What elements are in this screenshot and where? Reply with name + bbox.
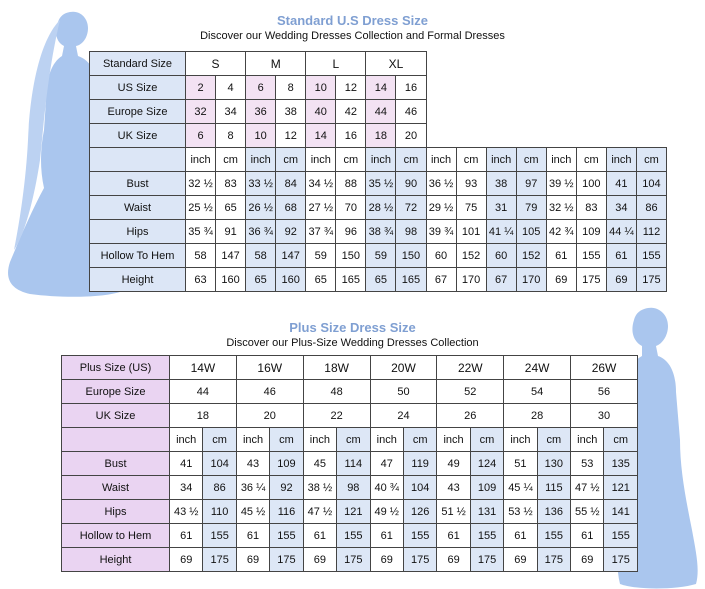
measurement-value: 38 ½ [303, 476, 336, 500]
measurement-value: 69 [504, 548, 537, 572]
measurement-row [90, 172, 667, 196]
unit-label: cm [396, 148, 426, 172]
measurement-value: 96 [336, 220, 366, 244]
row-label: Height [62, 548, 170, 572]
measurement-value: 31 [486, 196, 516, 220]
measurement-value: 43 [236, 452, 269, 476]
unit-label: inch [246, 148, 276, 172]
measurement-value: 150 [396, 244, 426, 268]
unit-label: inch [426, 148, 456, 172]
measurement-value: 53 [571, 452, 604, 476]
measurement-value: 160 [216, 268, 246, 292]
size-value: 48 [303, 380, 370, 404]
units-row [62, 428, 638, 452]
measurement-value: 58 [186, 244, 216, 268]
size-value: 16 [336, 124, 366, 148]
measurement-value: 60 [426, 244, 456, 268]
measurement-value: 69 [303, 548, 336, 572]
measurement-value: 135 [604, 452, 638, 476]
plus-title: Plus Size Dress Size [289, 320, 416, 335]
measurement-value: 112 [636, 220, 666, 244]
size-value: 12 [336, 76, 366, 100]
size-row [62, 380, 638, 404]
measurement-value: 136 [537, 500, 570, 524]
measurement-value: 155 [604, 524, 638, 548]
size-row [90, 76, 667, 100]
measurement-value: 126 [403, 500, 436, 524]
unit-label: inch [303, 428, 336, 452]
measurement-row [62, 500, 638, 524]
measurement-value: 61 [504, 524, 537, 548]
measurement-value: 86 [636, 196, 666, 220]
unit-label: cm [203, 428, 236, 452]
measurement-value: 65 [366, 268, 396, 292]
measurement-value: 27 ½ [306, 196, 336, 220]
measurement-value: 155 [337, 524, 370, 548]
measurement-value: 51 ½ [437, 500, 470, 524]
size-group-header: 18W [303, 356, 370, 380]
measurement-value: 72 [396, 196, 426, 220]
size-value: 18 [366, 124, 396, 148]
measurement-value: 32 ½ [186, 172, 216, 196]
measurement-value: 45 ¼ [504, 476, 537, 500]
size-value: 20 [236, 404, 303, 428]
measurement-value: 116 [270, 500, 303, 524]
measurement-value: 61 [437, 524, 470, 548]
unit-label: inch [571, 428, 604, 452]
size-value: 38 [276, 100, 306, 124]
measurement-value: 105 [516, 220, 546, 244]
measurement-row [90, 244, 667, 268]
unit-label: inch [170, 428, 203, 452]
measurement-value: 88 [336, 172, 366, 196]
size-group-header: 20W [370, 356, 437, 380]
measurement-value: 43 ½ [170, 500, 203, 524]
measurement-value: 152 [456, 244, 486, 268]
size-value: 46 [236, 380, 303, 404]
size-value: 40 [306, 100, 336, 124]
measurement-value: 61 [236, 524, 269, 548]
measurement-value: 155 [270, 524, 303, 548]
size-value: 14 [306, 124, 336, 148]
unit-label: cm [403, 428, 436, 452]
measurement-value: 101 [456, 220, 486, 244]
measurement-value: 100 [576, 172, 606, 196]
measurement-value: 131 [470, 500, 503, 524]
measurement-row [62, 524, 638, 548]
measurement-value: 65 [246, 268, 276, 292]
unit-label: inch [236, 428, 269, 452]
plus-size-table [61, 355, 638, 572]
unit-label: inch [437, 428, 470, 452]
measurement-value: 34 ½ [306, 172, 336, 196]
measurement-value: 114 [337, 452, 370, 476]
size-value: 28 [504, 404, 571, 428]
size-value: 18 [170, 404, 237, 428]
measurement-value: 36 ¼ [236, 476, 269, 500]
measurement-value: 152 [516, 244, 546, 268]
measurement-value: 60 [486, 244, 516, 268]
row-label: US Size [90, 76, 186, 100]
size-value: 14 [366, 76, 396, 100]
measurement-value: 121 [337, 500, 370, 524]
row-label: Hollow to Hem [62, 524, 170, 548]
measurement-row [62, 476, 638, 500]
measurement-value: 39 ¾ [426, 220, 456, 244]
unit-label: cm [470, 428, 503, 452]
measurement-value: 49 ½ [370, 500, 403, 524]
size-value: 34 [216, 100, 246, 124]
row-label: Bust [62, 452, 170, 476]
size-group-header: 16W [236, 356, 303, 380]
measurement-value: 155 [537, 524, 570, 548]
unit-label: cm [336, 148, 366, 172]
measurement-value: 32 ½ [546, 196, 576, 220]
measurement-value: 51 [504, 452, 537, 476]
measurement-value: 79 [516, 196, 546, 220]
measurement-value: 65 [306, 268, 336, 292]
measurement-value: 75 [456, 196, 486, 220]
measurement-value: 147 [216, 244, 246, 268]
measurement-value: 61 [303, 524, 336, 548]
measurement-value: 165 [396, 268, 426, 292]
standard-subtitle: Discover our Wedding Dresses Collection and Formal Dresses [200, 30, 505, 42]
measurement-value: 97 [516, 172, 546, 196]
measurement-value: 59 [306, 244, 336, 268]
measurement-value: 121 [604, 476, 638, 500]
measurement-value: 109 [470, 476, 503, 500]
unit-label: inch [546, 148, 576, 172]
size-value: 10 [246, 124, 276, 148]
measurement-value: 147 [276, 244, 306, 268]
size-group-header: L [306, 52, 366, 76]
measurement-value: 109 [576, 220, 606, 244]
measurement-value: 35 ½ [366, 172, 396, 196]
measurement-row [90, 220, 667, 244]
size-value: 56 [571, 380, 638, 404]
measurement-value: 165 [336, 268, 366, 292]
measurement-value: 104 [203, 452, 236, 476]
measurement-value: 63 [186, 268, 216, 292]
row-label: Waist [90, 196, 186, 220]
size-value: 26 [437, 404, 504, 428]
measurement-value: 43 [437, 476, 470, 500]
unit-label: cm [516, 148, 546, 172]
measurement-value: 130 [537, 452, 570, 476]
measurement-value: 155 [203, 524, 236, 548]
row-label: Waist [62, 476, 170, 500]
size-group-header: 14W [170, 356, 237, 380]
measurement-value: 69 [546, 268, 576, 292]
measurement-value: 150 [336, 244, 366, 268]
measurement-value: 55 ½ [571, 500, 604, 524]
measurement-value: 93 [456, 172, 486, 196]
measurement-value: 69 [437, 548, 470, 572]
measurement-value: 68 [276, 196, 306, 220]
size-value: 36 [246, 100, 276, 124]
measurement-value: 90 [396, 172, 426, 196]
measurement-value: 34 [606, 196, 636, 220]
measurement-row [90, 196, 667, 220]
measurement-value: 86 [203, 476, 236, 500]
size-value: 10 [306, 76, 336, 100]
size-value: 4 [216, 76, 246, 100]
measurement-value: 25 ½ [186, 196, 216, 220]
measurement-value: 47 [370, 452, 403, 476]
measurement-value: 104 [403, 476, 436, 500]
measurement-value: 175 [470, 548, 503, 572]
measurement-value: 49 [437, 452, 470, 476]
size-value: 6 [186, 124, 216, 148]
size-value: 12 [276, 124, 306, 148]
measurement-value: 92 [276, 220, 306, 244]
unit-label: inch [504, 428, 537, 452]
row-label: Bust [90, 172, 186, 196]
measurement-value: 92 [270, 476, 303, 500]
measurement-value: 98 [337, 476, 370, 500]
measurement-value: 41 [170, 452, 203, 476]
measurement-value: 47 ½ [571, 476, 604, 500]
measurement-row [90, 268, 667, 292]
measurement-value: 155 [576, 244, 606, 268]
measurement-value: 175 [636, 268, 666, 292]
measurement-value: 69 [571, 548, 604, 572]
measurement-value: 104 [636, 172, 666, 196]
row-label: Hips [62, 500, 170, 524]
size-value: 32 [186, 100, 216, 124]
measurement-value: 26 ½ [246, 196, 276, 220]
unit-label: cm [270, 428, 303, 452]
measurement-value: 109 [270, 452, 303, 476]
measurement-value: 70 [336, 196, 366, 220]
measurement-value: 69 [170, 548, 203, 572]
measurement-value: 67 [426, 268, 456, 292]
measurement-value: 58 [246, 244, 276, 268]
measurement-value: 61 [571, 524, 604, 548]
measurement-value: 175 [270, 548, 303, 572]
size-value: 6 [246, 76, 276, 100]
measurement-value: 155 [636, 244, 666, 268]
measurement-value: 175 [203, 548, 236, 572]
measurement-value: 42 ¾ [546, 220, 576, 244]
size-row [90, 124, 667, 148]
size-value: 24 [370, 404, 437, 428]
measurement-value: 69 [236, 548, 269, 572]
row-label: UK Size [62, 404, 170, 428]
measurement-value: 36 ½ [426, 172, 456, 196]
size-value: 52 [437, 380, 504, 404]
standard-title: Standard U.S Dress Size [277, 13, 428, 28]
measurement-value: 61 [370, 524, 403, 548]
size-row [62, 404, 638, 428]
size-value: 22 [303, 404, 370, 428]
measurement-value: 119 [403, 452, 436, 476]
measurement-value: 67 [486, 268, 516, 292]
unit-label: cm [576, 148, 606, 172]
measurement-value: 160 [276, 268, 306, 292]
measurement-value: 45 ½ [236, 500, 269, 524]
measurement-value: 91 [216, 220, 246, 244]
measurement-value: 37 ¾ [306, 220, 336, 244]
measurement-value: 47 ½ [303, 500, 336, 524]
row-label: Height [90, 268, 186, 292]
size-value: 16 [396, 76, 426, 100]
size-value: 46 [396, 100, 426, 124]
measurement-value: 34 [170, 476, 203, 500]
unit-label: cm [337, 428, 370, 452]
measurement-row [62, 452, 638, 476]
measurement-value: 28 ½ [366, 196, 396, 220]
measurement-value: 33 ½ [246, 172, 276, 196]
unit-label: inch [366, 148, 396, 172]
size-group-header: 22W [437, 356, 504, 380]
size-value: 8 [216, 124, 246, 148]
measurement-value: 175 [604, 548, 638, 572]
unit-label: inch [306, 148, 336, 172]
size-group-header: 26W [571, 356, 638, 380]
measurement-value: 36 ¾ [246, 220, 276, 244]
measurement-value: 110 [203, 500, 236, 524]
measurement-value: 35 ¾ [186, 220, 216, 244]
corner-label: Standard Size [90, 52, 186, 76]
measurement-value: 41 [606, 172, 636, 196]
unit-label: inch [606, 148, 636, 172]
unit-label: inch [486, 148, 516, 172]
size-value: 50 [370, 380, 437, 404]
measurement-row [62, 548, 638, 572]
row-label: Europe Size [62, 380, 170, 404]
measurement-value: 175 [576, 268, 606, 292]
plus-subtitle: Discover our Plus-Size Wedding Dresses Collection [226, 337, 479, 349]
size-value: 2 [186, 76, 216, 100]
measurement-value: 40 ¾ [370, 476, 403, 500]
size-group-header: 24W [504, 356, 571, 380]
measurement-value: 39 ½ [546, 172, 576, 196]
unit-label: inch [370, 428, 403, 452]
unit-label: inch [186, 148, 216, 172]
size-group-header: XL [366, 52, 426, 76]
measurement-value: 53 ½ [504, 500, 537, 524]
row-label: Hollow To Hem [90, 244, 186, 268]
measurement-value: 41 ¼ [486, 220, 516, 244]
measurement-value: 170 [456, 268, 486, 292]
measurement-value: 38 [486, 172, 516, 196]
measurement-value: 44 ¼ [606, 220, 636, 244]
size-group-header: S [186, 52, 246, 76]
measurement-value: 155 [403, 524, 436, 548]
measurement-value: 175 [337, 548, 370, 572]
unit-label: cm [456, 148, 486, 172]
size-value: 44 [366, 100, 396, 124]
size-group-header: M [246, 52, 306, 76]
measurement-value: 115 [537, 476, 570, 500]
measurement-value: 29 ½ [426, 196, 456, 220]
unit-label: cm [216, 148, 246, 172]
standard-size-table [89, 51, 667, 292]
size-value: 30 [571, 404, 638, 428]
unit-label: cm [636, 148, 666, 172]
measurement-value: 83 [216, 172, 246, 196]
units-row [90, 148, 667, 172]
measurement-value: 38 ¾ [366, 220, 396, 244]
measurement-value: 61 [606, 244, 636, 268]
measurement-value: 65 [216, 196, 246, 220]
measurement-value: 175 [537, 548, 570, 572]
measurement-value: 84 [276, 172, 306, 196]
measurement-value: 83 [576, 196, 606, 220]
row-label: Hips [90, 220, 186, 244]
units-row-label [62, 428, 170, 452]
measurement-value: 59 [366, 244, 396, 268]
group-header-row [90, 52, 667, 76]
size-value: 42 [336, 100, 366, 124]
measurement-value: 170 [516, 268, 546, 292]
measurement-value: 61 [170, 524, 203, 548]
row-label: Europe Size [90, 100, 186, 124]
measurement-value: 155 [470, 524, 503, 548]
size-value: 44 [170, 380, 237, 404]
corner-label: Plus Size (US) [62, 356, 170, 380]
measurement-value: 45 [303, 452, 336, 476]
group-header-row [62, 356, 638, 380]
size-value: 20 [396, 124, 426, 148]
size-value: 8 [276, 76, 306, 100]
measurement-value: 175 [403, 548, 436, 572]
measurement-value: 69 [370, 548, 403, 572]
measurement-value: 61 [546, 244, 576, 268]
measurement-value: 141 [604, 500, 638, 524]
unit-label: cm [604, 428, 638, 452]
measurement-value: 124 [470, 452, 503, 476]
row-label: UK Size [90, 124, 186, 148]
units-row-label [90, 148, 186, 172]
unit-label: cm [276, 148, 306, 172]
measurement-value: 69 [606, 268, 636, 292]
size-row [90, 100, 667, 124]
unit-label: cm [537, 428, 570, 452]
measurement-value: 98 [396, 220, 426, 244]
size-value: 54 [504, 380, 571, 404]
